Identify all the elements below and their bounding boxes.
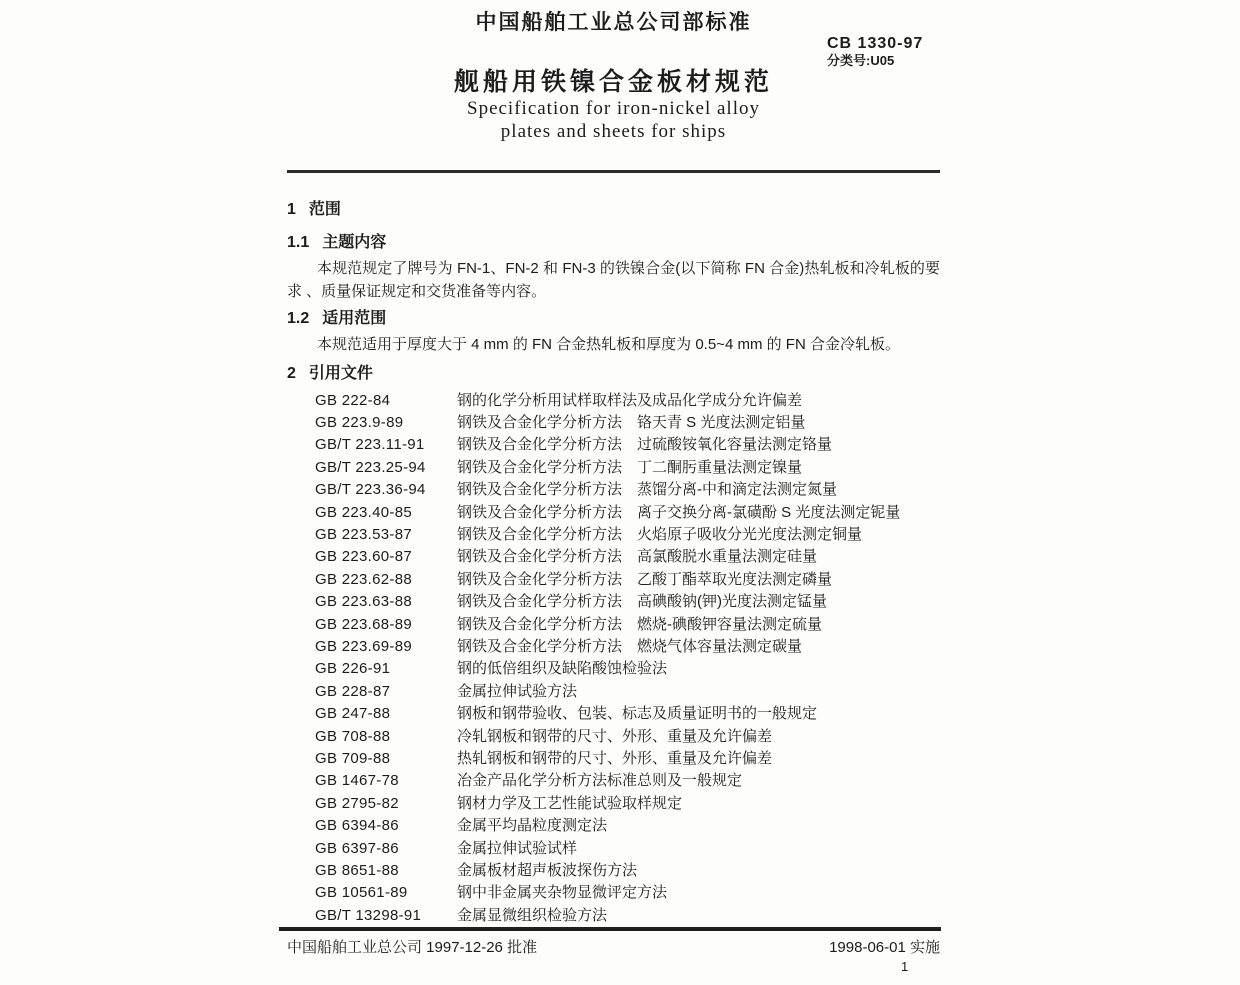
- reference-code: GB 223.69-89: [315, 637, 412, 655]
- reference-title: 钢的低倍组织及缺陷酸蚀检验法: [457, 660, 668, 678]
- reference-title: 金属平均晶粒度测定法: [457, 817, 608, 835]
- document-title-english-line1: Specification for iron-nickel alloy: [467, 98, 760, 119]
- header-divider: [287, 170, 940, 173]
- reference-item: [315, 591, 940, 613]
- implementation-note: 1998-06-01 实施: [829, 939, 940, 956]
- reference-item: [315, 748, 940, 770]
- reference-code: GB 223.53-87: [315, 525, 412, 543]
- reference-item: [315, 770, 940, 792]
- section-1-2-number: 1.2: [287, 310, 310, 327]
- reference-item: [315, 838, 940, 860]
- reference-code: GB 223.40-85: [315, 503, 412, 521]
- reference-item: [315, 681, 940, 703]
- reference-code: GB 223.62-88: [315, 570, 412, 588]
- section-1-heading: [287, 199, 940, 221]
- reference-title: 冷轧钢板和钢带的尺寸、外形、重量及允许偏差: [457, 727, 773, 745]
- reference-item: [315, 614, 940, 636]
- reference-item: [315, 860, 940, 882]
- reference-title: 冶金产品化学分析方法标准总则及一般规定: [457, 772, 743, 790]
- reference-code: GB 2795-82: [315, 794, 399, 812]
- reference-title: 金属拉伸试验试样: [457, 839, 578, 857]
- section-2-heading: [287, 363, 940, 385]
- standard-org-line: 中国船舶工业总公司部标准: [475, 11, 752, 34]
- section-1-2-heading: [287, 308, 940, 330]
- reference-title: 钢铁及合金化学分析方法 火焰原子吸收分光光度法测定铜量: [457, 525, 863, 543]
- reference-code: GB 223.63-88: [315, 593, 412, 611]
- reference-item: [315, 390, 940, 412]
- reference-title: 钢中非金属夹杂物显微评定方法: [457, 884, 668, 902]
- reference-code: GB 223.68-89: [315, 615, 412, 633]
- reference-code: GB 10561-89: [315, 884, 408, 902]
- reference-code: GB 222-84: [315, 391, 391, 409]
- reference-title: 钢铁及合金化学分析方法 燃烧-碘酸钾容量法测定硫量: [457, 615, 822, 633]
- reference-item: [315, 636, 940, 658]
- reference-code: GB/T 13298-91: [315, 906, 422, 924]
- section-2-title: 引用文件: [308, 364, 373, 382]
- reference-title: 钢铁及合金化学分析方法 离子交换分离-氯磺酚 S 光度法测定铌量: [457, 503, 901, 521]
- classification-number: 分类号:U05: [827, 53, 895, 68]
- references-list: [287, 390, 940, 928]
- reference-item: [315, 658, 940, 680]
- reference-code: GB 226-91: [315, 660, 391, 678]
- reference-item: [315, 703, 940, 725]
- document-title-english-line2: plates and sheets for ships: [500, 121, 727, 142]
- reference-code: GB/T 223.36-94: [315, 481, 426, 499]
- reference-code: GB 1467-78: [315, 772, 399, 790]
- section-1-1-title: 主题内容: [322, 234, 387, 251]
- reference-item: [315, 793, 940, 815]
- reference-title: 钢铁及合金化学分析方法 燃烧气体容量法测定碳量: [457, 637, 803, 655]
- reference-code: GB/T 223.25-94: [315, 458, 426, 476]
- reference-title: 钢的化学分析用试样取样法及成品化学成分允许偏差: [457, 391, 803, 409]
- reference-code: GB 247-88: [315, 705, 391, 723]
- standard-code: CB 1330-97: [827, 35, 924, 52]
- reference-code: GB 6397-86: [315, 839, 399, 857]
- reference-title: 钢铁及合金化学分析方法 丁二酮肟重量法测定镍量: [457, 458, 803, 476]
- reference-item: [315, 412, 940, 434]
- section-1-1-body: 本规范规定了牌号为 FN-1、FN-2 和 FN-3 的铁镍合金(以下简称 FN 合金)热轧板和冷轧板的要求 、质量保证规定和交货准备等内容。: [287, 260, 940, 300]
- reference-item: [315, 457, 940, 479]
- section-1-2-body: 本规范适用于厚度大于 4 mm 的 FN 合金热轧板和厚度为 0.5~4 mm 的 FN 合金冷轧板。: [317, 336, 900, 353]
- reference-item: [315, 815, 940, 837]
- reference-code: GB 228-87: [315, 682, 391, 700]
- reference-title: 钢铁及合金化学分析方法 高碘酸钠(钾)光度法测定锰量: [457, 593, 827, 611]
- footer-divider: [279, 927, 941, 931]
- reference-item: [315, 905, 940, 927]
- reference-item: [315, 502, 940, 524]
- footer: [287, 938, 940, 958]
- reference-title: 热轧钢板和钢带的尺寸、外形、重量及允许偏差: [457, 750, 773, 767]
- reference-title: 钢铁及合金化学分析方法 乙酸丁酯萃取光度法测定磷量: [457, 570, 833, 588]
- section-1-2-title: 适用范围: [322, 310, 387, 327]
- reference-item: [315, 546, 940, 568]
- reference-item: [315, 726, 940, 748]
- reference-title: 金属板材超声板波探伤方法: [457, 862, 638, 880]
- reference-title: 金属显微组织检验方法: [457, 906, 608, 924]
- reference-title: 钢板和钢带验收、包装、标志及质量证明书的一般规定: [457, 705, 818, 723]
- standard-code-block: [827, 34, 923, 69]
- reference-title: 金属拉伸试验方法: [457, 682, 578, 700]
- document-title-chinese: 舰船用铁镍合金板材规范: [453, 68, 773, 96]
- reference-code: GB 223.60-87: [315, 548, 412, 566]
- reference-code: GB 8651-88: [315, 862, 399, 880]
- reference-item: [315, 569, 940, 591]
- section-1-1-number: 1.1: [287, 234, 310, 251]
- section-1-1-heading: [287, 232, 940, 254]
- reference-code: GB/T 223.11-91: [315, 436, 425, 454]
- reference-code: GB 6394-86: [315, 817, 399, 835]
- approval-note: 中国船舶工业总公司 1997-12-26 批准: [287, 939, 538, 956]
- reference-title: 钢铁及合金化学分析方法 高氯酸脱水重量法测定硅量: [457, 548, 818, 566]
- section-2-number: 2: [287, 364, 296, 382]
- reference-title: 钢铁及合金化学分析方法 过硫酸铵氧化容量法测定铬量: [457, 436, 833, 454]
- reference-item: [315, 479, 940, 501]
- reference-item: [315, 524, 940, 546]
- reference-title: 钢材力学及工艺性能试验取样规定: [457, 794, 683, 812]
- reference-item: [315, 434, 940, 456]
- reference-code: GB 708-88: [315, 727, 391, 745]
- reference-item: [315, 882, 940, 904]
- reference-code: GB 223.9-89: [315, 413, 404, 431]
- reference-title: 钢铁及合金化学分析方法 蒸馏分离-中和滴定法测定氮量: [457, 481, 837, 499]
- reference-title: 钢铁及合金化学分析方法 铬天青 S 光度法测定铝量: [457, 413, 806, 431]
- document-title-english: [287, 97, 940, 143]
- section-1-number: 1: [287, 201, 296, 218]
- document-content: [287, 0, 940, 927]
- page-number: 1: [901, 959, 909, 974]
- section-1-title: 范围: [308, 201, 341, 218]
- reference-code: GB 709-88: [315, 750, 391, 767]
